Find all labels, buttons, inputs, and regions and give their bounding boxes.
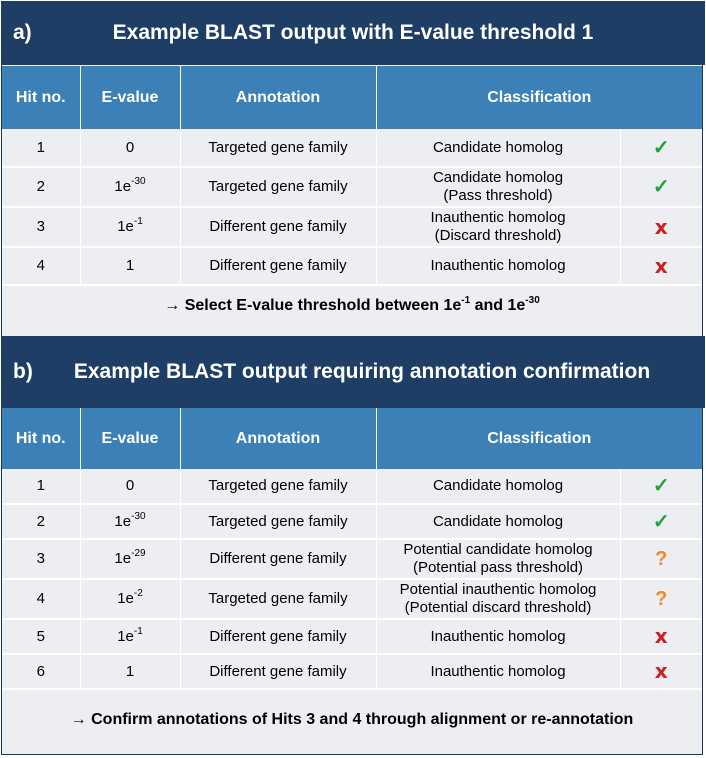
annotation-text: Different gene family: [209, 662, 347, 680]
evalue-base: 1: [125, 662, 135, 680]
evalue-base: 1e: [114, 512, 132, 530]
annotation-cell: [180, 504, 376, 539]
evalue-exponent: -30: [131, 176, 146, 187]
table-row: [2, 504, 702, 539]
annotation-cell: [180, 247, 376, 285]
table-row: [2, 129, 702, 167]
table-row: [2, 654, 702, 689]
header-evalue: E-value: [80, 408, 180, 469]
evalue-exponent: -1: [133, 625, 143, 637]
annotation-text: Targeted gene family: [208, 477, 348, 494]
hit-number-cell: [2, 469, 80, 504]
classification-text: Candidate homolog: [432, 169, 564, 186]
evalue-base: 1e: [114, 550, 132, 567]
evalue-cell: [80, 654, 180, 689]
classification-cell: [376, 504, 620, 539]
hit-number-cell: [2, 654, 80, 689]
annotation-text: Different gene family: [209, 627, 347, 645]
header-evalue: E-value: [80, 66, 180, 129]
evalue-cell: [80, 247, 180, 285]
section-b-table: [2, 408, 702, 690]
annotation-cell: [180, 619, 376, 654]
table-header-row: [2, 66, 702, 129]
note-text: Confirm annotations of Hits 3 and 4 through alignment or re-annotation: [91, 711, 634, 728]
hit-number: 3: [36, 550, 45, 567]
classification-subtext: (Potential pass threshold): [412, 559, 584, 576]
arrow-icon: →: [70, 711, 87, 728]
annotation-cell: [180, 654, 376, 689]
section-b-title-bar: [1, 336, 705, 408]
annotation-text: Different gene family: [209, 257, 347, 274]
check-mark-icon: ✓: [652, 136, 670, 159]
table-row: [2, 207, 702, 247]
classification-cell: [376, 167, 620, 207]
annotation-cell: [180, 129, 376, 167]
cross-mark-icon: x: [654, 214, 668, 239]
classification-text: Inauthentic homolog: [430, 257, 566, 274]
annotation-text: Different gene family: [209, 550, 347, 567]
status-mark-cell: [620, 539, 702, 579]
evalue-base: 1e: [117, 590, 134, 607]
annotation-text: Targeted gene family: [208, 138, 348, 156]
section-a-table: [2, 66, 702, 286]
status-mark-cell: [620, 247, 702, 285]
table-row: [2, 619, 702, 654]
classification-text: Candidate homolog: [432, 477, 564, 494]
status-mark-cell: [620, 654, 702, 689]
evalue-base: 0: [125, 477, 135, 494]
status-mark-cell: [620, 579, 702, 619]
evalue-exponent: -29: [131, 548, 146, 559]
evalue-base: 0: [125, 138, 135, 156]
note-text-part-2: and 1e: [470, 297, 526, 314]
classification-cell: [376, 539, 620, 579]
hit-number-cell: [2, 539, 80, 579]
hit-number-cell: [2, 619, 80, 654]
annotation-text: Targeted gene family: [208, 178, 348, 195]
evalue-exponent: -2: [133, 588, 143, 599]
status-mark-cell: [620, 167, 702, 207]
classification-text: Inauthentic homolog: [430, 627, 566, 645]
hit-number-cell: [2, 504, 80, 539]
header-classification: Classification: [376, 408, 702, 469]
evalue-exponent: -30: [131, 510, 146, 522]
annotation-cell: [180, 207, 376, 247]
cross-mark-icon: x: [654, 659, 668, 683]
evalue-base: 1e: [114, 178, 132, 195]
classification-text: Potential inauthentic homolog: [399, 581, 597, 598]
classification-text: Candidate homolog: [432, 138, 564, 156]
question-mark-icon: ?: [655, 588, 668, 610]
section-b-note: [2, 711, 702, 729]
status-mark-cell: [620, 469, 702, 504]
evalue-cell: [80, 129, 180, 167]
header-annotation: Annotation: [180, 408, 376, 469]
status-mark-cell: [620, 619, 702, 654]
classification-subtext: (Discard threshold): [434, 227, 562, 244]
evalue-cell: [80, 207, 180, 247]
note-exponent-2: -30: [525, 294, 540, 306]
evalue-cell: [80, 619, 180, 654]
annotation-cell: [180, 469, 376, 504]
classification-subtext: (Pass threshold): [443, 187, 553, 204]
hit-number: 3: [36, 218, 45, 235]
arrow-icon: →: [164, 297, 181, 314]
hit-number: 2: [36, 178, 45, 195]
table-row: [2, 469, 702, 504]
section-b-title: Example BLAST output requiring annotation confirmation: [73, 360, 651, 383]
cross-mark-icon: x: [654, 624, 668, 648]
check-mark-icon: ✓: [652, 475, 670, 497]
hit-number-cell: [2, 207, 80, 247]
hit-number: 5: [36, 627, 45, 645]
classification-text: Potential candidate homolog: [403, 541, 593, 558]
evalue-cell: [80, 579, 180, 619]
table-row: [2, 167, 702, 207]
hit-number-cell: [2, 247, 80, 285]
classification-cell: [376, 247, 620, 285]
cross-mark-icon: x: [654, 253, 668, 278]
section-a-letter: a): [13, 21, 32, 44]
table-header-row: [2, 408, 702, 469]
table-row: [2, 247, 702, 285]
classification-text: Inauthentic homolog: [430, 209, 566, 226]
header-annotation: Annotation: [180, 66, 376, 129]
evalue-cell: [80, 469, 180, 504]
classification-cell: [376, 579, 620, 619]
annotation-text: Targeted gene family: [208, 590, 348, 607]
hit-number: 6: [36, 662, 45, 680]
hit-number: 4: [36, 590, 45, 607]
annotation-cell: [180, 579, 376, 619]
hit-number-cell: [2, 129, 80, 167]
hit-number-cell: [2, 167, 80, 207]
note-exponent-1: -1: [461, 294, 471, 306]
classification-subtext: (Potential discard threshold): [404, 599, 592, 616]
classification-text: Candidate homolog: [432, 512, 564, 530]
hit-number: 4: [36, 257, 45, 274]
section-a-note: [2, 294, 702, 315]
classification-cell: [376, 619, 620, 654]
header-classification: Classification: [376, 66, 702, 129]
classification-cell: [376, 654, 620, 689]
annotation-cell: [180, 167, 376, 207]
evalue-cell: [80, 504, 180, 539]
check-mark-icon: ✓: [652, 510, 670, 533]
table-row: [2, 539, 702, 579]
evalue-cell: [80, 167, 180, 207]
evalue-base: 1e: [117, 627, 134, 645]
annotation-text: Different gene family: [209, 218, 347, 235]
section-a-title: Example BLAST output with E-value threshold 1: [112, 21, 594, 44]
section-a-title-bar: [1, 1, 705, 65]
status-mark-cell: [620, 504, 702, 539]
hit-number: 2: [36, 512, 45, 530]
check-mark-icon: ✓: [652, 176, 670, 198]
note-text-part-1: Select E-value threshold between 1e: [184, 297, 462, 314]
status-mark-cell: [620, 129, 702, 167]
section-b-letter: b): [13, 360, 33, 383]
question-mark-icon: ?: [655, 548, 668, 570]
hit-number: 1: [36, 138, 45, 156]
status-mark-cell: [620, 207, 702, 247]
classification-cell: [376, 469, 620, 504]
evalue-base: 1: [125, 257, 135, 274]
annotation-text: Targeted gene family: [208, 512, 348, 530]
hit-number: 1: [36, 477, 45, 494]
annotation-cell: [180, 539, 376, 579]
table-row: [2, 579, 702, 619]
classification-text: Inauthentic homolog: [430, 662, 566, 680]
header-hit-no: Hit no.: [2, 408, 80, 469]
evalue-exponent: -1: [133, 216, 143, 227]
header-hit-no: Hit no.: [2, 66, 80, 129]
evalue-cell: [80, 539, 180, 579]
hit-number-cell: [2, 579, 80, 619]
classification-cell: [376, 129, 620, 167]
evalue-base: 1e: [117, 218, 134, 235]
classification-cell: [376, 207, 620, 247]
